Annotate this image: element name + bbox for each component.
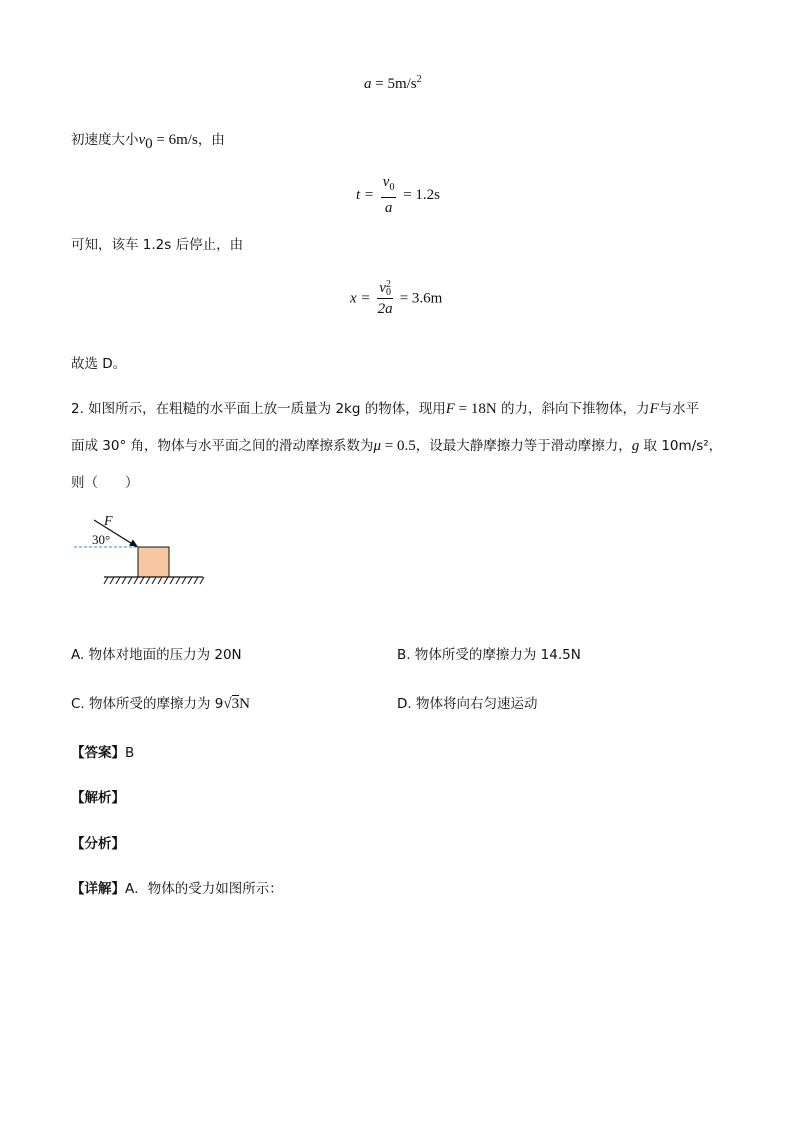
numerator	[381, 174, 397, 198]
subscript: 0	[145, 135, 153, 152]
detail-text: A．物体的受力如图所示：	[125, 881, 283, 897]
force-value: = 18N	[454, 401, 497, 417]
text-segment: 2. 如图所示，在粗糙的水平面上放一质量为 2kg 的物体，现用	[71, 401, 446, 417]
force-diagram	[70, 510, 210, 590]
var-F: F	[445, 401, 455, 417]
answer	[71, 741, 134, 761]
conclusion: 故选 D。	[71, 356, 127, 372]
block	[138, 547, 169, 577]
text-segment: 初速度大小	[71, 132, 139, 148]
var-mu: μ	[373, 438, 382, 454]
option-a[interactable]: A. 物体对地面的压力为 20N	[71, 647, 242, 663]
analysis-label: 【解析】	[71, 790, 125, 806]
lhs: x =	[350, 290, 371, 307]
var-v: v	[379, 280, 386, 296]
option-c[interactable]	[71, 692, 250, 713]
rhs: = 1.2s	[403, 187, 441, 203]
fraction	[381, 174, 397, 217]
text-segment: C. 物体所受的摩擦力为 9	[71, 696, 224, 712]
var-g: g	[631, 438, 640, 454]
var-v: v	[382, 174, 390, 190]
detail-label: 【详解】	[71, 881, 125, 897]
superscript: 2	[385, 278, 391, 290]
acceleration-value: = 5m/s	[375, 76, 417, 92]
text-segment: ，由	[197, 132, 225, 148]
text-segment: 面成 30° 角，物体与水平面之间的滑动摩擦系数为	[71, 438, 374, 454]
rhs: = 3.6m	[399, 290, 443, 307]
text-segment: 取 10m/s²，	[639, 438, 723, 454]
force-label: F	[104, 514, 113, 529]
text-segment: ，设最大静摩擦力等于滑动摩擦力，	[415, 438, 632, 454]
denominator: a	[384, 200, 393, 216]
fenxi-label: 【分析】	[71, 836, 125, 852]
text-stop: 可知，该车 1.2s 后停止，由	[71, 237, 244, 253]
var-v: v	[138, 132, 146, 148]
question-line-3: 则（ ）	[71, 475, 139, 491]
text-initial-velocity	[71, 128, 225, 153]
subscript: 0	[389, 182, 395, 193]
sqrt-symbol: √	[223, 696, 232, 712]
fraction	[377, 280, 393, 318]
sqrt-radicand: 3	[231, 696, 240, 712]
text-segment: 与水平	[658, 401, 700, 417]
angle-label: 30°	[92, 532, 111, 547]
unit: N	[239, 696, 250, 712]
subscript: 0	[385, 286, 391, 298]
question-line-2	[71, 434, 722, 455]
option-b[interactable]: B. 物体所受的摩擦力为 14.5N	[397, 647, 581, 663]
option-d[interactable]: D. 物体将向右匀速运动	[397, 696, 538, 712]
var-a: a	[364, 76, 372, 92]
mu-value: = 0.5	[381, 438, 416, 454]
exponent: 2	[416, 74, 422, 85]
lhs: t =	[356, 187, 375, 203]
ground-hatching	[104, 577, 204, 584]
answer-value: B	[125, 745, 135, 761]
numerator	[377, 280, 393, 299]
answer-label: 【答案】	[71, 745, 125, 761]
detail	[71, 877, 283, 897]
formula-acceleration	[364, 74, 422, 93]
formula-distance	[350, 280, 442, 318]
question-line-1	[71, 397, 699, 418]
text-segment: 的力，斜向下推物体，力	[496, 401, 650, 417]
velocity-value: = 6m/s	[152, 132, 198, 148]
denominator: 2a	[377, 300, 393, 317]
var-F: F	[649, 401, 659, 417]
formula-time	[356, 174, 440, 217]
